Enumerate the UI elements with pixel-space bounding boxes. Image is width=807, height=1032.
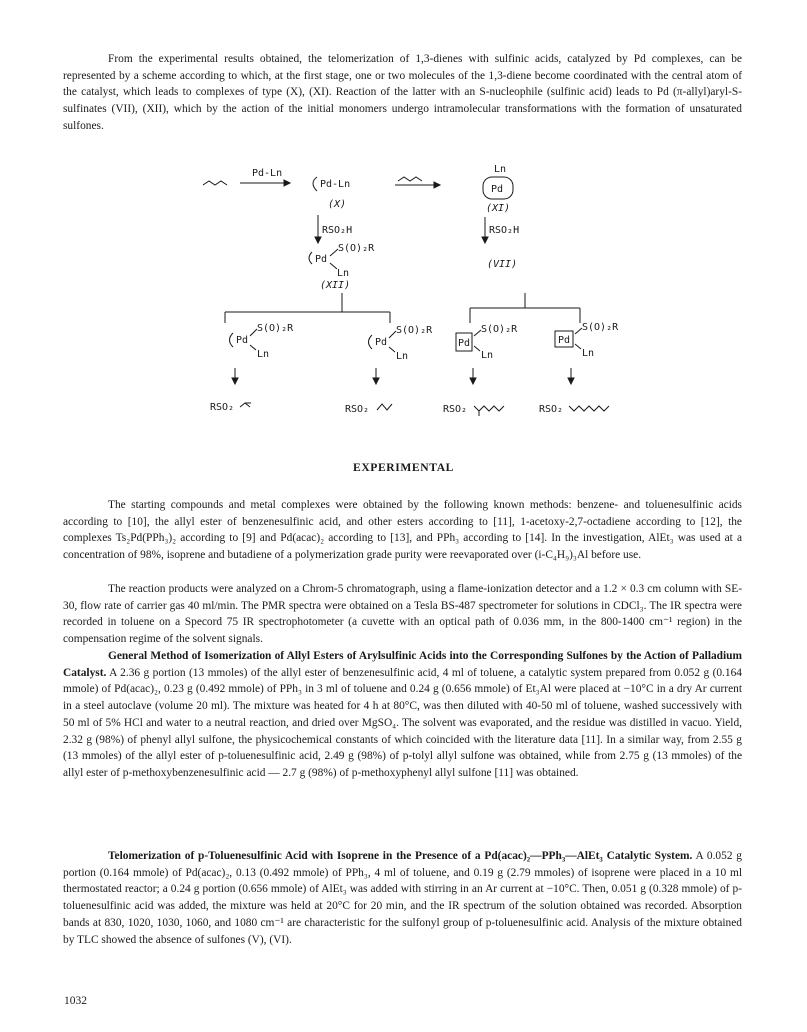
ln-s4: Ln	[582, 348, 595, 359]
arrowhead-p1	[232, 378, 238, 384]
product-1-prefix: RSO₂	[210, 402, 235, 413]
arrowhead-p2	[373, 378, 379, 384]
product-2	[345, 404, 392, 415]
section-heading: EXPERIMENTAL	[352, 461, 455, 474]
sulfinate-s2: S(O)₂R	[396, 325, 433, 336]
page-number: 1032	[64, 995, 87, 1007]
intro-paragraph: From the experimental results obtained, the telomerization of 1,3-dienes with sulfinic acids, catalyzed by Pd complexes, can be represented by a scheme according to which, at the first stage, one or two molecules of the 1,3-diene become coordinated with the central atom of the catalyst, which leads to complexes of type (X), (XI). Reaction of the latter with an S-nucleophile (sulfinic acid) leads to Pd (π-allyl)aryl-S-sulfinates (VII), (XII), which by the action of the initial monomers undergo intramolecular transformations with the formation of unsaturated sulfones.	[63, 53, 742, 132]
bond-s2-s	[389, 331, 396, 338]
arrowhead-catalyst	[284, 180, 290, 186]
bond-s4-ln	[575, 344, 581, 349]
product-2-prefix: RSO₂	[345, 404, 370, 415]
method-2-title: Telomerization of p-Toluenesulfinic Acid with Isoprene in the Presence of a Pd(acac)₂—PPh₃—AlEt₃ Catalytic System.	[108, 850, 693, 862]
complex-x: Pd-Ln	[320, 179, 351, 190]
method-1-title: General Method of Isomerization of Allyl Esters of Arylsulfinic Acids into the Corresponding Sulfones by the Action of Palladium Catalyst.	[63, 650, 742, 679]
diene-middle	[398, 177, 422, 181]
complex-x-ring	[313, 177, 317, 191]
product-1	[210, 402, 251, 413]
pd-s2: Pd	[375, 337, 388, 348]
label-xi: (XI)	[486, 203, 511, 214]
ln-xii: Ln	[337, 268, 350, 279]
bond-xii-s	[330, 249, 338, 256]
product-2-chain	[377, 404, 392, 410]
product-3-chain	[474, 406, 504, 411]
structure-2-ring	[369, 335, 373, 349]
experimental-paragraph-2: The reaction products were analyzed on a Chrom-5 chromatograph, using a flame-ionization detector and a 1.2 × 0.3 cm column with SE-30, flow rate of carrier gas 40 ml/min. The PMR spectra were obtained on a Tesla BS-487 spectrometer for solutions in CDCl₃. The IR spectra were recorded in toluene on a Specord 75 IR spectrophotometer (a cuvette with an optical path of 0.036 mm, in the 800-1400 cm⁻¹ region) in the compensation regime of the solvent signals.	[63, 583, 742, 646]
product-4-prefix: RSO₂	[539, 404, 564, 415]
method-2-paragraph	[63, 848, 742, 948]
arrowhead-p4	[568, 378, 574, 384]
reagent-left: RSO₂H	[322, 225, 353, 236]
label-xii: (XII)	[320, 280, 351, 291]
sulfinate-s4: S(O)₂R	[582, 322, 619, 333]
reaction-scheme	[180, 155, 640, 455]
experimental-paragraph-1: The starting compounds and metal complexes were obtained by the following known methods: benzene- and toluenesulfinic acids according to [10], the allyl ester of benzenesulfinic acid, and other esters according to [11], 1-acetoxy-2,7-octadiene according to [12], the complexes Ts₂Pd(PPh₃)₂ according to [9] and Pd(acac)₂ according to [13], and PPh₃ according to [14]. In the investigation, AlEt₃ was used at a concentration of 98%, isoprene and butadiene of a polymerization grade purity were reevaporated over (i-C₄H₉)₃Al before use.	[63, 499, 742, 562]
structure-3	[456, 324, 518, 361]
method-2-body: A 0.052 g portion (0.164 mmole) of Pd(acac)₂, 0.13 (0.492 mmole) of PPh₃, 4 ml of toluene, and 0.19 g (2.79 mmoles) of isoprene were placed in a 10 ml thermostated reactor; a 0.24 g portion (0.656 mmole) of AlEt₃ was added with stirring in an Ar current at −10°C. Then, 0.051 g (0.328 mmole) of p-toluenesulfinic acid was added, the mixture was held at 20°C for 20 min, and the IR spectrum of the solution obtained was recorded. Absorption bands at 830, 1020, 1030, 1060, and 1080 cm⁻¹ are characteristic for the sulfonyl group of p-toluenesulfinic acid. Analysis of the mixture obtained by TLC showed the absence of sulfones (V), (VI).	[63, 850, 742, 946]
ln-s2: Ln	[396, 351, 409, 362]
product-4	[539, 404, 609, 415]
arrowhead-right-down	[482, 237, 488, 243]
product-3	[443, 404, 504, 416]
pd-xi: Pd	[491, 184, 504, 195]
bond-xii-ln	[330, 263, 337, 269]
arrowhead-left-down	[315, 237, 321, 243]
ln-xi: Ln	[494, 164, 507, 175]
pd-s4: Pd	[558, 335, 571, 346]
structure-1	[230, 323, 295, 360]
product-4-chain	[569, 406, 609, 411]
bond-s3-ln	[474, 346, 480, 351]
label-x: (X)	[328, 199, 347, 210]
pd-s1: Pd	[236, 335, 249, 346]
structure-2	[369, 325, 434, 362]
method-1-paragraph	[63, 648, 742, 782]
bond-s1-s	[250, 329, 257, 336]
bond-s1-ln	[250, 345, 256, 350]
reagent-right: RSO₂H	[489, 225, 520, 236]
ln-s1: Ln	[257, 349, 270, 360]
diene-left	[203, 181, 227, 185]
method-1-body: A 2.36 g portion (13 mmoles) of the allyl ester of benzenesulfinic acid, 4 ml of toluene, a catalytic system prepared from 0.052 g (0.164 mmole) of Pd(acac)₂, 0.23 g (0.492 mmole) of PPh₃ in 3 ml of toluene and 0.24 g (0.656 mmole) of Et₃Al were placed at −10°C in a dry Ar current in a steel autoclave (volume 20 ml). The mixture was heated for 4 h at 80°C, was then diluted with 40-50 ml of toluene, washed successively with 50 ml of 5% HCl and water to a neutral reaction, and dried over MgSO₄. The solvent was evaporated, and the residue was distilled in vacuo. Yield, 2.32 g (98%) of phenyl allyl sulfone, the physicochemical constants of which coincided with the literature data [11]. In a similar way, from 2.55 g (13 mmoles) of the allyl ester of p-toluenesulfinic acid, 2.49 g (98%) of p-tolyl allyl sulfone was obtained, while from 2.75 g (13 mmoles) of the allyl ester of p-methoxybenzenesulfinic acid — 2.7 g (98%) of p-methoxyphenyl allyl sulfone [11] was obtained.	[63, 666, 742, 779]
arrowhead-p3	[470, 378, 476, 384]
label-vii: (VII)	[487, 259, 518, 270]
pd-xii: Pd	[315, 254, 328, 265]
sulfinate-xii: S(O)₂R	[338, 243, 375, 254]
bond-s2-ln	[389, 347, 395, 352]
ln-s3: Ln	[481, 350, 494, 361]
product-3-prefix: RSO₂	[443, 404, 468, 415]
bond-s4-s	[575, 328, 582, 334]
xii-ring	[309, 252, 312, 264]
product-1-chain	[240, 403, 251, 407]
structure-1-ring	[230, 333, 234, 347]
sulfinate-s1: S(O)₂R	[257, 323, 294, 334]
catalyst-label: Pd-Ln	[252, 168, 283, 179]
pd-s3: Pd	[458, 338, 471, 349]
bond-s3-s	[474, 330, 481, 336]
arrowhead-to-xi	[434, 182, 440, 188]
structure-4	[555, 322, 619, 359]
sulfinate-s3: S(O)₂R	[481, 324, 518, 335]
